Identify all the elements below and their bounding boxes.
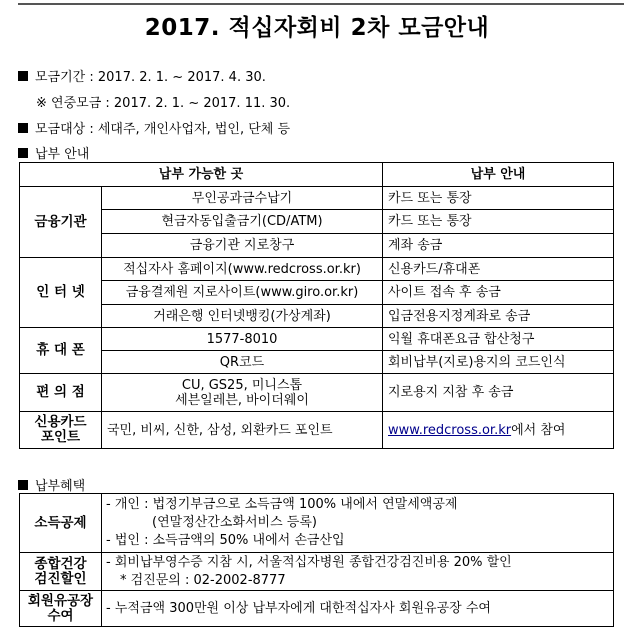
- guide-suffix: 에서 참여: [511, 422, 566, 438]
- guide-cell: 카드 또는 통장: [383, 210, 614, 234]
- target-text: 모금대상 : 세대주, 개인사업자, 법인, 단체 등: [35, 122, 291, 137]
- method-cell: 1577-8010: [102, 328, 383, 351]
- guide-cell: 입금전용지정계좌로 송금: [383, 305, 614, 328]
- detail-line: - 개인 : 법정기부금으로 소득금액 100% 내에서 연말세액공제: [106, 497, 458, 512]
- benefit-table: [19, 493, 614, 627]
- guide-cell: 계좌 송금: [383, 234, 614, 258]
- guide-cell: 카드 또는 통장: [383, 187, 614, 210]
- method-cell: 현금자동입출금기(CD/ATM): [102, 210, 383, 234]
- detail-line: (연말정산간소화서비스 등록): [152, 515, 317, 530]
- benefit-category: [20, 591, 102, 627]
- benefit-detail: - 누적금액 300만원 이상 납부자에게 대한적십자사 회원유공장 수여: [102, 591, 614, 627]
- detail-line: - 회비납부영수증 지참 시, 서울적십자병원 종합건강검진비용 20% 할인: [106, 554, 512, 570]
- method-cell: 국민, 비씨, 신한, 삼성, 외환카드 포인트: [102, 412, 383, 449]
- table-row: [20, 412, 614, 449]
- method-cell: [102, 374, 383, 412]
- payment-guide-heading: [18, 143, 89, 162]
- benefit-heading: [18, 475, 85, 494]
- guide-cell: [383, 412, 614, 449]
- method-cell: 거래은행 인터넷뱅킹(가상계좌): [102, 305, 383, 328]
- method-cell: QR코드: [102, 351, 383, 374]
- payment-table: [19, 162, 614, 449]
- method-cell: 무인공과금수납기: [102, 187, 383, 210]
- top-rule: [18, 3, 624, 5]
- table-row: [20, 351, 614, 374]
- page-title: 2017. 적십자회비 2차 모금안내: [144, 15, 490, 41]
- category-card-points: [20, 412, 102, 449]
- bullet-square-icon: [18, 480, 28, 490]
- guide-cell: 지로용지 지참 후 송금: [383, 374, 614, 412]
- benefit-detail: [102, 494, 614, 553]
- bullet-square-icon: [18, 71, 28, 81]
- method-cell: 금융기관 지로창구: [102, 234, 383, 258]
- category-internet: 인 터 넷: [20, 258, 102, 328]
- extended-text: ※ 연중모금 : 2017. 2. 1. ~ 2017. 11. 30.: [36, 96, 291, 111]
- header-guide: 납부 안내: [383, 163, 614, 187]
- extended-period: [36, 92, 290, 111]
- period-text: 모금기간 : 2017. 2. 1. ~ 2017. 4. 30.: [35, 70, 266, 85]
- benefit-heading-text: 납부혜택: [35, 479, 86, 494]
- table-row: [20, 591, 614, 627]
- method-cell: 적십자사 홈페이지(www.redcross.or.kr): [102, 258, 383, 281]
- table-row: [20, 305, 614, 328]
- table-row: [20, 494, 614, 553]
- table-row: [20, 234, 614, 258]
- table-row: [20, 258, 614, 281]
- category-line: 포인트: [40, 429, 81, 445]
- guide-cell: 신용카드/휴대폰: [383, 258, 614, 281]
- category-finance: 금융기관: [20, 187, 102, 258]
- redcross-link[interactable]: www.redcross.or.kr: [388, 422, 512, 438]
- table-row: [20, 281, 614, 305]
- benefit-category: [20, 553, 102, 591]
- detail-line: * 검진문의 : 02-2002-8777: [120, 572, 286, 588]
- category-mobile: 휴 대 폰: [20, 328, 102, 374]
- table-row: [20, 187, 614, 210]
- method-line: CU, GS25, 미니스톱: [181, 377, 303, 393]
- benefit-detail: [102, 553, 614, 591]
- bullet-square-icon: [18, 148, 28, 158]
- method-line: 세븐일레븐, 바이더웨이: [175, 392, 309, 408]
- table-header-row: [20, 163, 614, 187]
- header-method: 납부 가능한 곳: [20, 163, 383, 187]
- table-row: [20, 553, 614, 591]
- guide-cell: 사이트 접속 후 송금: [383, 281, 614, 305]
- table-row: [20, 328, 614, 351]
- detail-line: - 법인 : 소득금액의 50% 내에서 손금산입: [106, 533, 345, 548]
- category-line: 신용카드: [34, 414, 87, 430]
- category-line: 수여: [47, 607, 74, 624]
- category-line: 종합건강: [34, 555, 87, 572]
- category-convenience-store: 편 의 점: [20, 374, 102, 412]
- bullet-square-icon: [18, 123, 28, 133]
- table-row: [20, 210, 614, 234]
- guide-heading-text: 납부 안내: [35, 147, 90, 162]
- fundraising-target: [18, 118, 290, 137]
- table-row: [20, 374, 614, 412]
- category-line: 회원유공장: [27, 592, 94, 609]
- category-line: 검진할인: [34, 570, 87, 587]
- guide-cell: 익월 휴대폰요금 합산청구: [383, 328, 614, 351]
- guide-cell: 회비납부(지로)용지의 코드인식: [383, 351, 614, 374]
- fundraising-period: [18, 66, 266, 85]
- benefit-category: 소득공제: [20, 494, 102, 553]
- method-cell: 금융결제원 지로사이트(www.giro.or.kr): [102, 281, 383, 305]
